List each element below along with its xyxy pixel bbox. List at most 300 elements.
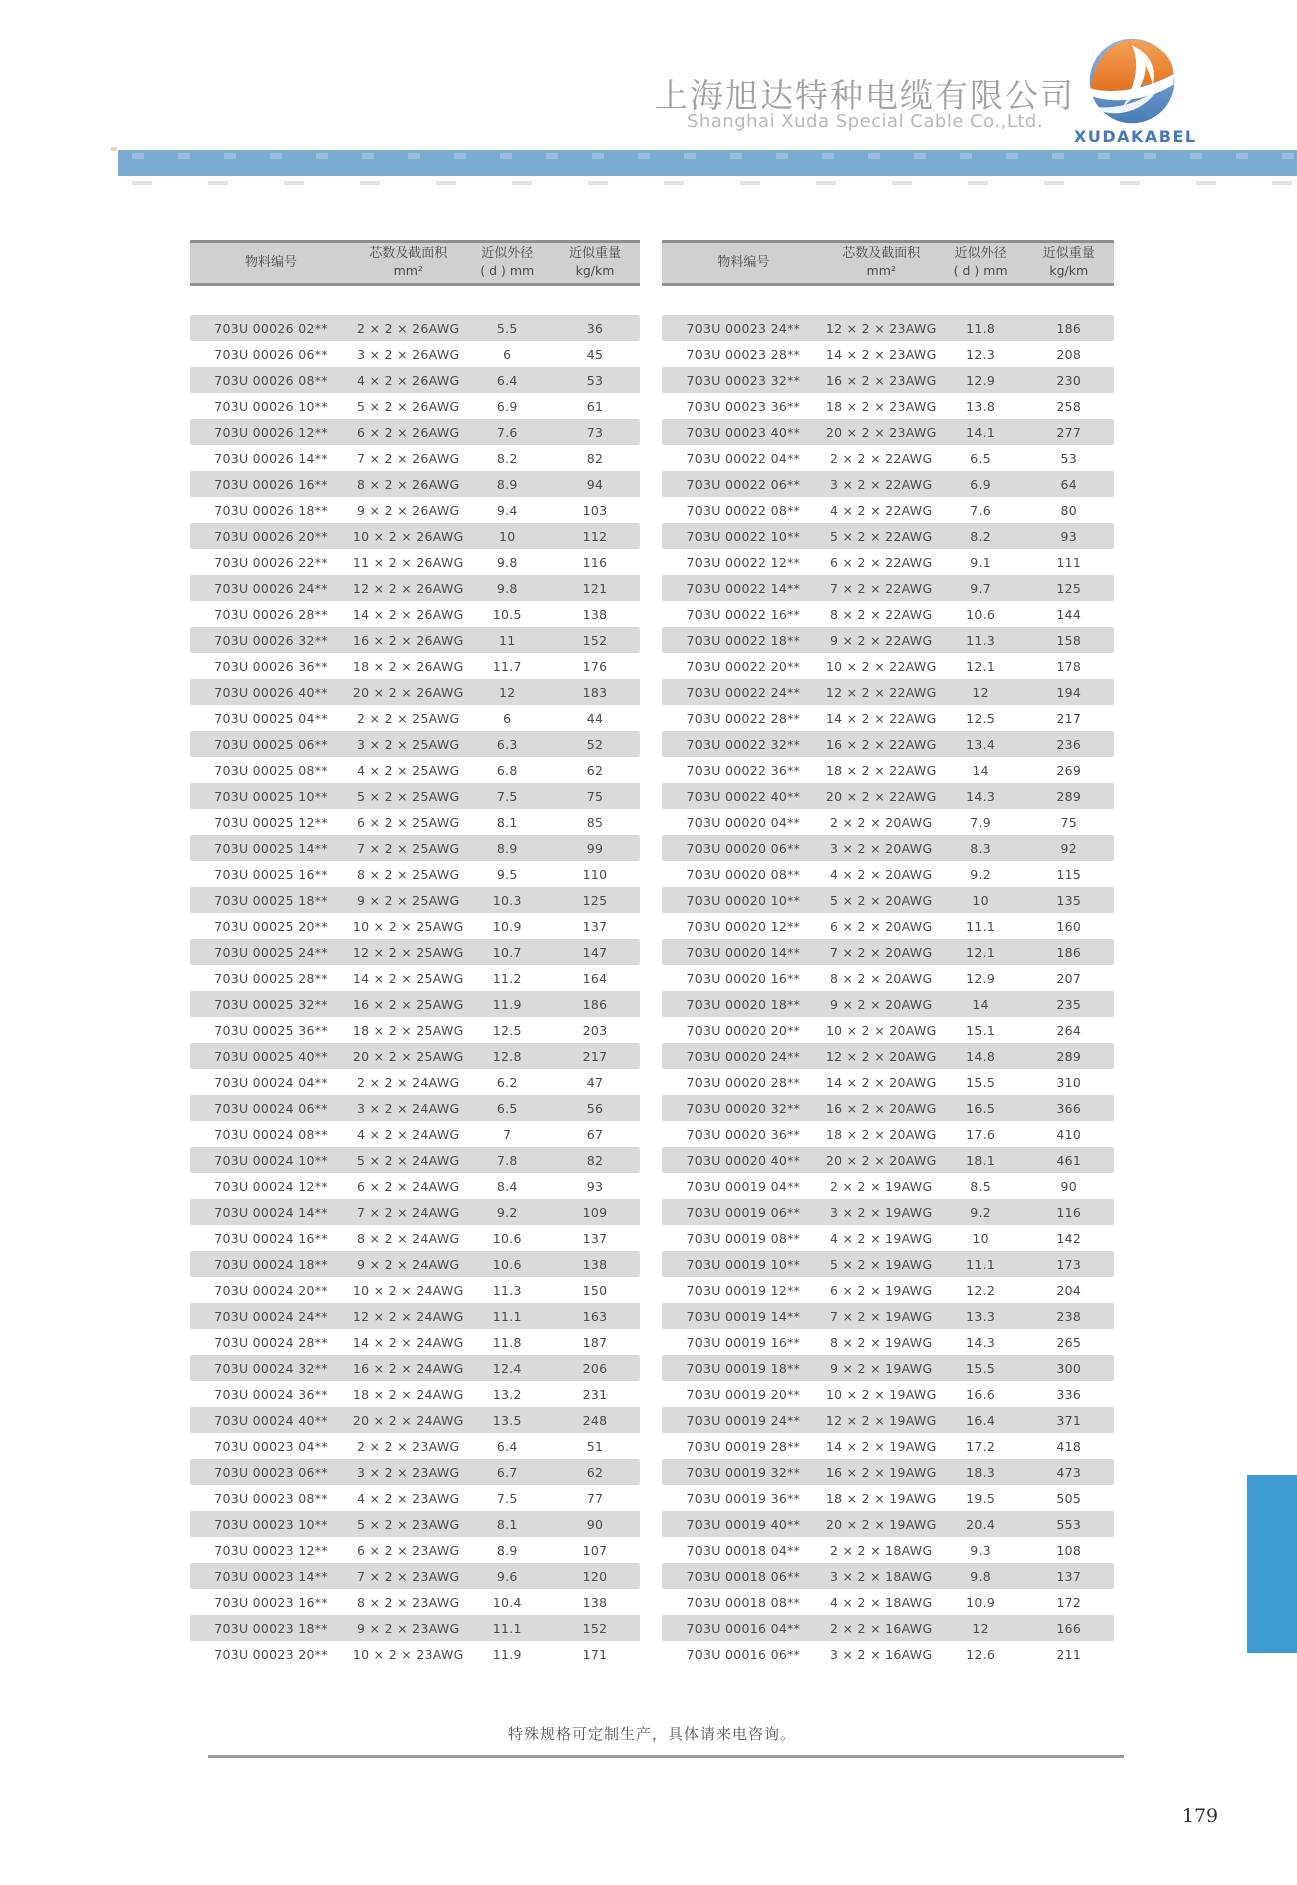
- footer-divider: [208, 1755, 1124, 1758]
- weight-cell: 187: [582, 1334, 608, 1350]
- weight-cell: 336: [1056, 1386, 1082, 1402]
- table-row: [190, 1147, 640, 1173]
- core-spec-cell: 16 × 2 × 24AWG: [352, 1360, 464, 1376]
- material-no-cell: 703U 00024 04**: [214, 1074, 328, 1090]
- weight-cell: 135: [1056, 892, 1082, 908]
- outer-diameter-cell: 19.5: [966, 1490, 996, 1506]
- material-no-cell: 703U 00026 22**: [214, 554, 328, 570]
- core-spec-cell: 20 × 2 × 25AWG: [352, 1048, 464, 1064]
- outer-diameter-cell: 6.8: [496, 762, 518, 778]
- company-name-cn: 上海旭达特种电缆有限公司: [655, 76, 1075, 115]
- outer-diameter-cell: 15.5: [966, 1074, 996, 1090]
- outer-diameter-cell: 14.3: [966, 788, 996, 804]
- material-no-cell: 703U 00025 36**: [214, 1022, 328, 1038]
- table-row: [662, 679, 1114, 705]
- material-no-cell: 703U 00026 10**: [214, 398, 328, 414]
- table-row: [190, 1407, 640, 1433]
- core-spec-cell: 12 × 2 × 24AWG: [352, 1308, 464, 1324]
- table-row: [190, 1641, 640, 1667]
- weight-cell: 111: [1056, 554, 1082, 570]
- table-row: [190, 1459, 640, 1485]
- table-row: [190, 835, 640, 861]
- core-spec-cell: 4 × 2 × 25AWG: [357, 762, 460, 778]
- core-spec-cell: 14 × 2 × 19AWG: [825, 1438, 937, 1454]
- core-spec-cell: 6 × 2 × 25AWG: [357, 814, 460, 830]
- table-row: [190, 705, 640, 731]
- weight-cell: 52: [586, 736, 604, 752]
- company-logo: [1074, 36, 1197, 146]
- material-no-cell: 703U 00022 16**: [686, 606, 801, 622]
- material-no-cell: 703U 00022 14**: [686, 580, 801, 596]
- material-no-cell: 703U 00025 12**: [214, 814, 328, 830]
- material-no-cell: 703U 00022 32**: [686, 736, 801, 752]
- core-spec-cell: 6 × 2 × 23AWG: [357, 1542, 460, 1558]
- material-no-cell: 703U 00022 12**: [686, 554, 801, 570]
- weight-cell: 107: [582, 1542, 608, 1558]
- table-row: [190, 731, 640, 757]
- material-no-cell: 703U 00020 06**: [686, 840, 801, 856]
- core-spec-cell: 5 × 2 × 26AWG: [357, 398, 460, 414]
- outer-diameter-cell: 8.1: [496, 1516, 518, 1532]
- table-row: [190, 1303, 640, 1329]
- table-row: [190, 913, 640, 939]
- outer-diameter-cell: 11: [498, 632, 516, 648]
- material-no-cell: 703U 00022 08**: [686, 502, 801, 518]
- table-row: [190, 523, 640, 549]
- outer-diameter-cell: 5.5: [496, 320, 518, 336]
- weight-cell: 230: [1056, 372, 1082, 388]
- outer-diameter-cell: 10.3: [492, 892, 522, 908]
- weight-cell: 173: [1056, 1256, 1082, 1272]
- material-no-cell: 703U 00020 40**: [686, 1152, 801, 1168]
- material-no-cell: 703U 00020 20**: [686, 1022, 801, 1038]
- company-name-en: Shanghai Xuda Special Cable Co.,Ltd.: [686, 111, 1044, 132]
- material-no-cell: 703U 00023 20**: [214, 1646, 328, 1662]
- outer-diameter-cell: 8.2: [496, 450, 518, 466]
- outer-diameter-cell: 7.9: [970, 814, 992, 830]
- table-row: [662, 1589, 1114, 1615]
- weight-cell: 277: [1056, 424, 1082, 440]
- col-header-weight: 近似重量 kg/km: [568, 246, 621, 279]
- weight-cell: 92: [1060, 840, 1078, 856]
- core-spec-cell: 8 × 2 × 22AWG: [829, 606, 933, 622]
- outer-diameter-cell: 6.9: [496, 398, 518, 414]
- weight-cell: 150: [582, 1282, 608, 1298]
- table-row: [662, 783, 1114, 809]
- weight-cell: 553: [1056, 1516, 1082, 1532]
- core-spec-cell: 18 × 2 × 25AWG: [352, 1022, 464, 1038]
- core-spec-cell: 16 × 2 × 22AWG: [825, 736, 937, 752]
- weight-cell: 62: [586, 1464, 604, 1480]
- core-spec-cell: 10 × 2 × 19AWG: [825, 1386, 937, 1402]
- weight-cell: 112: [582, 528, 608, 544]
- outer-diameter-cell: 18.1: [966, 1152, 996, 1168]
- material-no-cell: 703U 00019 36**: [686, 1490, 801, 1506]
- material-no-cell: 703U 00023 40**: [686, 424, 801, 440]
- weight-cell: 45: [586, 346, 604, 362]
- outer-diameter-cell: 9.6: [496, 1568, 518, 1584]
- material-no-cell: 703U 00020 18**: [686, 996, 801, 1012]
- outer-diameter-cell: 7.5: [496, 788, 518, 804]
- core-spec-cell: 20 × 2 × 22AWG: [825, 788, 937, 804]
- outer-diameter-cell: 14: [972, 762, 989, 778]
- outer-diameter-cell: 18.3: [966, 1464, 996, 1480]
- weight-cell: 125: [582, 892, 608, 908]
- table-row: [190, 1043, 640, 1069]
- material-no-cell: 703U 00019 06**: [686, 1204, 801, 1220]
- core-spec-cell: 9 × 2 × 24AWG: [357, 1256, 460, 1272]
- weight-cell: 137: [1056, 1568, 1082, 1584]
- material-no-cell: 703U 00026 18**: [214, 502, 328, 518]
- material-no-cell: 703U 00023 36**: [686, 398, 801, 414]
- material-no-cell: 703U 00024 06**: [214, 1100, 328, 1116]
- material-no-cell: 703U 00020 10**: [686, 892, 801, 908]
- table-row: [190, 1121, 640, 1147]
- core-spec-cell: 2 × 2 × 25AWG: [357, 710, 460, 726]
- table-row: [662, 627, 1114, 653]
- material-no-cell: 703U 00025 20**: [214, 918, 328, 934]
- core-spec-cell: 8 × 2 × 24AWG: [357, 1230, 460, 1246]
- table-row: [662, 341, 1114, 367]
- core-spec-cell: 3 × 2 × 19AWG: [829, 1204, 933, 1220]
- table-row: [190, 1069, 640, 1095]
- core-spec-cell: 18 × 2 × 24AWG: [352, 1386, 464, 1402]
- weight-cell: 164: [582, 970, 608, 986]
- table-row: [662, 1251, 1114, 1277]
- table-header-row: [190, 240, 640, 286]
- core-spec-cell: 6 × 2 × 20AWG: [829, 918, 933, 934]
- outer-diameter-cell: 11.8: [966, 320, 996, 336]
- weight-cell: 75: [1060, 814, 1078, 830]
- table-row: [662, 965, 1114, 991]
- weight-cell: 269: [1056, 762, 1082, 778]
- outer-diameter-cell: 8.2: [970, 528, 992, 544]
- material-no-cell: 703U 00026 36**: [214, 658, 328, 674]
- table-row: [190, 965, 640, 991]
- table-row: [190, 497, 640, 523]
- outer-diameter-cell: 10: [972, 892, 989, 908]
- weight-cell: 204: [1056, 1282, 1082, 1298]
- table-row: [190, 1615, 640, 1641]
- table-row: [662, 419, 1114, 445]
- material-no-cell: 703U 00022 20**: [686, 658, 801, 674]
- weight-cell: 211: [1056, 1646, 1082, 1662]
- weight-cell: 138: [582, 1256, 608, 1272]
- core-spec-cell: 8 × 2 × 25AWG: [357, 866, 460, 882]
- material-no-cell: 703U 00020 36**: [686, 1126, 801, 1142]
- table-row: [662, 1485, 1114, 1511]
- weight-cell: 103: [582, 502, 608, 518]
- core-spec-cell: 18 × 2 × 19AWG: [825, 1490, 937, 1506]
- table-row: [662, 445, 1114, 471]
- outer-diameter-cell: 9.2: [496, 1204, 518, 1220]
- outer-diameter-cell: 14.1: [966, 424, 996, 440]
- weight-cell: 172: [1056, 1594, 1082, 1610]
- core-spec-cell: 16 × 2 × 20AWG: [825, 1100, 937, 1116]
- table-row: [190, 601, 640, 627]
- table-row: [662, 835, 1114, 861]
- material-no-cell: 703U 00026 16**: [214, 476, 328, 492]
- core-spec-cell: 8 × 2 × 19AWG: [829, 1334, 933, 1350]
- table-row: [190, 1199, 640, 1225]
- core-spec-cell: 14 × 2 × 26AWG: [352, 606, 464, 622]
- table-row: [662, 497, 1114, 523]
- weight-cell: 116: [1056, 1204, 1082, 1220]
- outer-diameter-cell: 11.1: [492, 1620, 522, 1636]
- weight-cell: 142: [1056, 1230, 1082, 1246]
- weight-cell: 121: [582, 580, 608, 596]
- outer-diameter-cell: 7: [503, 1126, 512, 1142]
- material-no-cell: 703U 00026 32**: [214, 632, 328, 648]
- table-row: [190, 367, 640, 393]
- core-spec-cell: 18 × 2 × 26AWG: [352, 658, 464, 674]
- weight-cell: 152: [582, 1620, 608, 1636]
- material-no-cell: 703U 00024 24**: [214, 1308, 328, 1324]
- core-spec-cell: 10 × 2 × 22AWG: [825, 658, 937, 674]
- material-no-cell: 703U 00024 10**: [214, 1152, 328, 1168]
- weight-cell: 178: [1056, 658, 1082, 674]
- outer-diameter-cell: 10.9: [966, 1594, 996, 1610]
- core-spec-cell: 10 × 2 × 20AWG: [825, 1022, 937, 1038]
- outer-diameter-cell: 6.3: [496, 736, 518, 752]
- outer-diameter-cell: 7.8: [496, 1152, 518, 1168]
- spec-table-right: [662, 240, 1114, 1667]
- material-no-cell: 703U 00019 24**: [686, 1412, 801, 1428]
- outer-diameter-cell: 9.2: [970, 1204, 992, 1220]
- weight-cell: 77: [586, 1490, 604, 1506]
- core-spec-cell: 2 × 2 × 23AWG: [357, 1438, 460, 1454]
- material-no-cell: 703U 00019 16**: [686, 1334, 801, 1350]
- table-row: [190, 1511, 640, 1537]
- weight-cell: 163: [582, 1308, 608, 1324]
- table-row: [190, 679, 640, 705]
- weight-cell: 418: [1056, 1438, 1082, 1454]
- material-no-cell: 703U 00024 16**: [214, 1230, 328, 1246]
- material-no-cell: 703U 00026 20**: [214, 528, 328, 544]
- material-no-cell: 703U 00019 18**: [686, 1360, 801, 1376]
- core-spec-cell: 9 × 2 × 20AWG: [829, 996, 933, 1012]
- core-spec-cell: 4 × 2 × 23AWG: [357, 1490, 460, 1506]
- table-row: [190, 1251, 640, 1277]
- material-no-cell: 703U 00022 28**: [686, 710, 801, 726]
- table-row: [662, 1017, 1114, 1043]
- core-spec-cell: 5 × 2 × 20AWG: [829, 892, 933, 908]
- material-no-cell: 703U 00026 14**: [214, 450, 328, 466]
- weight-cell: 147: [582, 944, 608, 960]
- table-row: [662, 861, 1114, 887]
- col-header-core-spec: 芯数及截面积 mm²: [842, 246, 921, 279]
- outer-diameter-cell: 20.4: [966, 1516, 996, 1532]
- core-spec-cell: 8 × 2 × 23AWG: [357, 1594, 460, 1610]
- core-spec-cell: 3 × 2 × 24AWG: [357, 1100, 460, 1116]
- table-row: [190, 575, 640, 601]
- material-no-cell: 703U 00020 32**: [686, 1100, 801, 1116]
- weight-cell: 186: [1056, 944, 1082, 960]
- core-spec-cell: 7 × 2 × 26AWG: [357, 450, 460, 466]
- weight-cell: 82: [586, 1152, 604, 1168]
- weight-cell: 80: [1060, 502, 1078, 518]
- material-no-cell: 703U 00026 06**: [214, 346, 328, 362]
- weight-cell: 371: [1056, 1412, 1082, 1428]
- weight-cell: 207: [1056, 970, 1082, 986]
- table-body: [662, 315, 1114, 1667]
- material-no-cell: 703U 00019 12**: [686, 1282, 801, 1298]
- core-spec-cell: 7 × 2 × 20AWG: [829, 944, 933, 960]
- weight-cell: 217: [582, 1048, 608, 1064]
- weight-cell: 310: [1056, 1074, 1082, 1090]
- outer-diameter-cell: 12.5: [966, 710, 996, 726]
- material-no-cell: 703U 00019 08**: [686, 1230, 801, 1246]
- table-row: [190, 1537, 640, 1563]
- outer-diameter-cell: 8.9: [496, 840, 518, 856]
- material-no-cell: 703U 00023 28**: [686, 346, 801, 362]
- core-spec-cell: 14 × 2 × 23AWG: [825, 346, 937, 362]
- core-spec-cell: 7 × 2 × 24AWG: [357, 1204, 460, 1220]
- outer-diameter-cell: 6.4: [496, 1438, 518, 1454]
- table-row: [662, 1433, 1114, 1459]
- table-row: [190, 315, 640, 341]
- weight-cell: 238: [1056, 1308, 1082, 1324]
- material-no-cell: 703U 00022 06**: [686, 476, 801, 492]
- table-row: [190, 1589, 640, 1615]
- weight-cell: 176: [582, 658, 608, 674]
- core-spec-cell: 3 × 2 × 20AWG: [829, 840, 933, 856]
- material-no-cell: 703U 00022 36**: [686, 762, 801, 778]
- page-number: 179: [1181, 1805, 1219, 1827]
- table-row: [662, 549, 1114, 575]
- core-spec-cell: 20 × 2 × 23AWG: [825, 424, 937, 440]
- outer-diameter-cell: 12.9: [966, 372, 996, 388]
- core-spec-cell: 10 × 2 × 26AWG: [352, 528, 464, 544]
- weight-cell: 208: [1056, 346, 1082, 362]
- weight-cell: 264: [1056, 1022, 1082, 1038]
- core-spec-cell: 7 × 2 × 23AWG: [357, 1568, 460, 1584]
- material-no-cell: 703U 00025 40**: [214, 1048, 328, 1064]
- table-row: [662, 1329, 1114, 1355]
- core-spec-cell: 7 × 2 × 19AWG: [829, 1308, 933, 1324]
- weight-cell: 138: [582, 1594, 608, 1610]
- outer-diameter-cell: 12.6: [966, 1646, 996, 1662]
- col-header-outer-diameter: 近似外径 ( d ) mm: [480, 246, 535, 279]
- core-spec-cell: 4 × 2 × 20AWG: [829, 866, 933, 882]
- outer-diameter-cell: 10.6: [492, 1256, 522, 1272]
- outer-diameter-cell: 6.9: [970, 476, 992, 492]
- weight-cell: 67: [586, 1126, 604, 1142]
- outer-diameter-cell: 11.8: [492, 1334, 522, 1350]
- weight-cell: 90: [1060, 1178, 1078, 1194]
- weight-cell: 64: [1060, 476, 1078, 492]
- table-row: [662, 1225, 1114, 1251]
- globe-swoosh-icon: [1074, 36, 1190, 126]
- core-spec-cell: 9 × 2 × 23AWG: [357, 1620, 460, 1636]
- weight-cell: 289: [1056, 1048, 1082, 1064]
- table-row: [662, 315, 1114, 341]
- outer-diameter-cell: 8.9: [496, 1542, 518, 1558]
- weight-cell: 265: [1056, 1334, 1082, 1350]
- material-no-cell: 703U 00024 28**: [214, 1334, 328, 1350]
- material-no-cell: 703U 00025 06**: [214, 736, 328, 752]
- table-row: [662, 809, 1114, 835]
- outer-diameter-cell: 9.3: [970, 1542, 992, 1558]
- col-header-core-spec: 芯数及截面积 mm²: [369, 246, 448, 279]
- table-row: [662, 367, 1114, 393]
- table-row: [662, 1043, 1114, 1069]
- weight-cell: 258: [1056, 398, 1082, 414]
- table-row: [662, 653, 1114, 679]
- core-spec-cell: 7 × 2 × 22AWG: [829, 580, 933, 596]
- weight-cell: 206: [582, 1360, 608, 1376]
- table-row: [662, 1563, 1114, 1589]
- weight-cell: 56: [586, 1100, 604, 1116]
- table-row: [662, 1199, 1114, 1225]
- outer-diameter-cell: 12.8: [492, 1048, 522, 1064]
- weight-cell: 109: [582, 1204, 608, 1220]
- weight-cell: 94: [586, 476, 604, 492]
- material-no-cell: 703U 00026 08**: [214, 372, 328, 388]
- core-spec-cell: 6 × 2 × 19AWG: [829, 1282, 933, 1298]
- outer-diameter-cell: 12: [972, 1620, 989, 1636]
- outer-diameter-cell: 8.9: [496, 476, 518, 492]
- core-spec-cell: 5 × 2 × 25AWG: [357, 788, 460, 804]
- material-no-cell: 703U 00025 04**: [214, 710, 328, 726]
- weight-cell: 160: [1056, 918, 1082, 934]
- material-no-cell: 703U 00025 32**: [214, 996, 328, 1012]
- core-spec-cell: 5 × 2 × 23AWG: [357, 1516, 460, 1532]
- outer-diameter-cell: 7.6: [496, 424, 518, 440]
- core-spec-cell: 10 × 2 × 23AWG: [352, 1646, 464, 1662]
- core-spec-cell: 3 × 2 × 25AWG: [357, 736, 460, 752]
- table-header-row: [662, 240, 1114, 286]
- material-no-cell: 703U 00023 06**: [214, 1464, 328, 1480]
- outer-diameter-cell: 13.8: [966, 398, 996, 414]
- material-no-cell: 703U 00024 14**: [214, 1204, 328, 1220]
- material-no-cell: 703U 00019 40**: [686, 1516, 801, 1532]
- material-no-cell: 703U 00025 24**: [214, 944, 328, 960]
- outer-diameter-cell: 6: [503, 710, 512, 726]
- core-spec-cell: 4 × 2 × 19AWG: [829, 1230, 933, 1246]
- col-header-material-no: 物料编号: [244, 254, 297, 270]
- material-no-cell: 703U 00026 02**: [214, 320, 328, 336]
- core-spec-cell: 3 × 2 × 16AWG: [829, 1646, 933, 1662]
- weight-cell: 75: [586, 788, 604, 804]
- core-spec-cell: 18 × 2 × 23AWG: [825, 398, 937, 414]
- section-edge-tab: [1247, 1475, 1297, 1653]
- table-row: [662, 757, 1114, 783]
- weight-cell: 53: [586, 372, 604, 388]
- material-no-cell: 703U 00016 04**: [686, 1620, 801, 1636]
- weight-cell: 36: [586, 320, 604, 336]
- table-row: [662, 1407, 1114, 1433]
- table-row: [662, 471, 1114, 497]
- material-no-cell: 703U 00025 28**: [214, 970, 328, 986]
- core-spec-cell: 12 × 2 × 25AWG: [352, 944, 464, 960]
- core-spec-cell: 12 × 2 × 26AWG: [352, 580, 464, 596]
- outer-diameter-cell: 11.3: [966, 632, 996, 648]
- table-row: [190, 1381, 640, 1407]
- core-spec-cell: 2 × 2 × 20AWG: [829, 814, 933, 830]
- table-row: [662, 1381, 1114, 1407]
- core-spec-cell: 2 × 2 × 22AWG: [829, 450, 933, 466]
- table-row: [190, 1017, 640, 1043]
- weight-cell: 410: [1056, 1126, 1082, 1142]
- table-row: [662, 939, 1114, 965]
- outer-diameter-cell: 10: [498, 528, 516, 544]
- weight-cell: 235: [1056, 996, 1082, 1012]
- decorative-dotted-line: [132, 181, 1297, 185]
- weight-cell: 152: [582, 632, 608, 648]
- outer-diameter-cell: 10.6: [492, 1230, 522, 1246]
- bar-accent-tick: [111, 147, 117, 151]
